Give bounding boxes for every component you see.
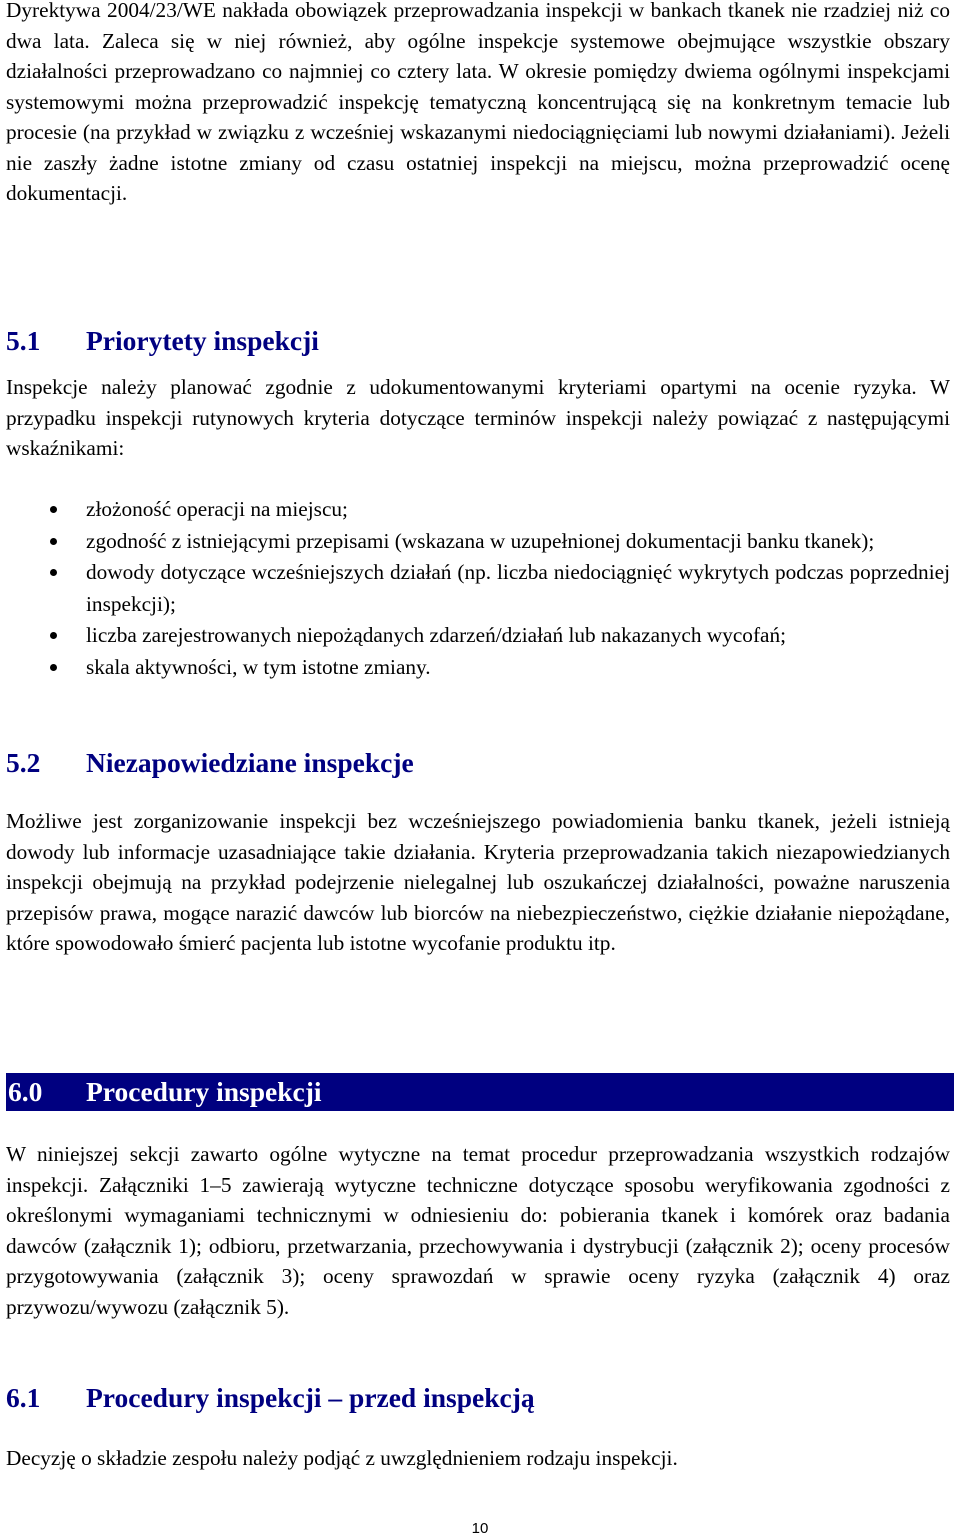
heading-number: 5.2	[6, 747, 41, 778]
list-item: złożoność operacji na miejscu;	[6, 494, 950, 526]
heading-title: Procedury inspekcji – przed inspekcją	[86, 1382, 535, 1413]
heading-number: 6.1	[6, 1382, 41, 1413]
paragraph-team-composition: Decyzję o składzie zespołu należy podjąć z uwzględnieniem rodzaju inspekcji.	[6, 1446, 678, 1470]
bullet-icon	[50, 632, 57, 639]
heading-5-1	[6, 324, 950, 358]
bullet-icon	[50, 664, 57, 671]
list-item: liczba zarejestrowanych niepożądanych zdarzeń/działań lub nakazanych wycofań;	[6, 620, 950, 652]
paragraph-unannounced-inspections: Możliwe jest zorganizowanie inspekcji bez wcześniejszego powiadomienia banku tkanek, jeżeli istnieją dowody lub informacje uzasadniające takie działania. Kryteria przeprowadzania takich niezapowiedzianych inspekcji obejmują na przykład podejrzenie nielegalnej lub oszukańczej działalności, poważne naruszenia przepisów prawa, mogące narazić dawców lub biorców na niebezpieczeństwo, ciężkie działanie niepożądane, które spowodowało śmierć pacjenta lub istotne wycofanie produktu itp.	[6, 809, 950, 955]
list-item: dowody dotyczące wcześniejszych działań (np. liczba niedociągnięć wykrytych podczas poprzedniej inspekcji);	[6, 557, 950, 620]
paragraph-inspection-priorities: Inspekcje należy planować zgodnie z udokumentowanymi kryteriami opartymi na ocenie ryzyka. W przypadku inspekcji rutynowych kryteria dotyczące terminów inspekcji należy powiązać z następującymi wskaźnikami:	[6, 375, 950, 460]
heading-number: 6.0	[8, 1076, 43, 1107]
heading-5-2	[6, 746, 950, 780]
bullet-icon	[50, 506, 57, 513]
list-item: zgodność z istniejącymi przepisami (wskazana w uzupełnionej dokumentacji banku tkanek);	[6, 526, 950, 558]
indicator-list	[6, 494, 950, 683]
heading-number: 5.1	[6, 325, 41, 356]
heading-title: Priorytety inspekcji	[86, 325, 319, 356]
bullet-icon	[50, 538, 57, 545]
heading-6-0-bar	[6, 1073, 954, 1111]
list-item: skala aktywności, w tym istotne zmiany.	[6, 652, 950, 684]
bullet-icon	[50, 569, 57, 576]
paragraph-inspection-procedures: W niniejszej sekcji zawarto ogólne wytyczne na temat procedur przeprowadzania wszystkich rodzajów inspekcji. Załączniki 1–5 zawierają wytyczne techniczne dotyczące sposobu weryfikowania zgodności z określonymi wymaganiami technicznymi w odniesieniu do: pobierania tkanek i komórek oraz badania dawców (załącznik 1); odbioru, przetwarzania, przechowywania i dystrybucji (załącznik 2); oceny procesów przygotowywania (załącznik 3); oceny sprawozdań w sprawie oceny ryzyka (załącznik 4) oraz przywozu/wywozu (załącznik 5).	[6, 1142, 950, 1319]
page-number: 10	[471, 1520, 489, 1537]
heading-title: Procedury inspekcji	[86, 1076, 322, 1107]
heading-title: Niezapowiedziane inspekcje	[86, 747, 414, 778]
heading-6-1	[6, 1381, 950, 1415]
paragraph-inspection-frequency: Dyrektywa 2004/23/WE nakłada obowiązek przeprowadzania inspekcji w bankach tkanek nie rzadziej niż co dwa lata. Zaleca się w niej również, aby ogólne inspekcje systemowe obejmujące wszystkie obszary działalności przeprowadzano co najmniej co cztery lata. W okresie pomiędzy dwiema ogólnymi inspekcjami systemowymi można przeprowadzić inspekcję tematyczną koncentrującą się na konkretnym temacie lub procesie (na przykład w związku z wcześniej wskazanymi niedociągnięciami lub nowymi działaniami). Jeżeli nie zaszły żadne istotne zmiany od czasu ostatniej inspekcji na miejscu, można przeprowadzić ocenę dokumentacji.	[6, 0, 950, 205]
